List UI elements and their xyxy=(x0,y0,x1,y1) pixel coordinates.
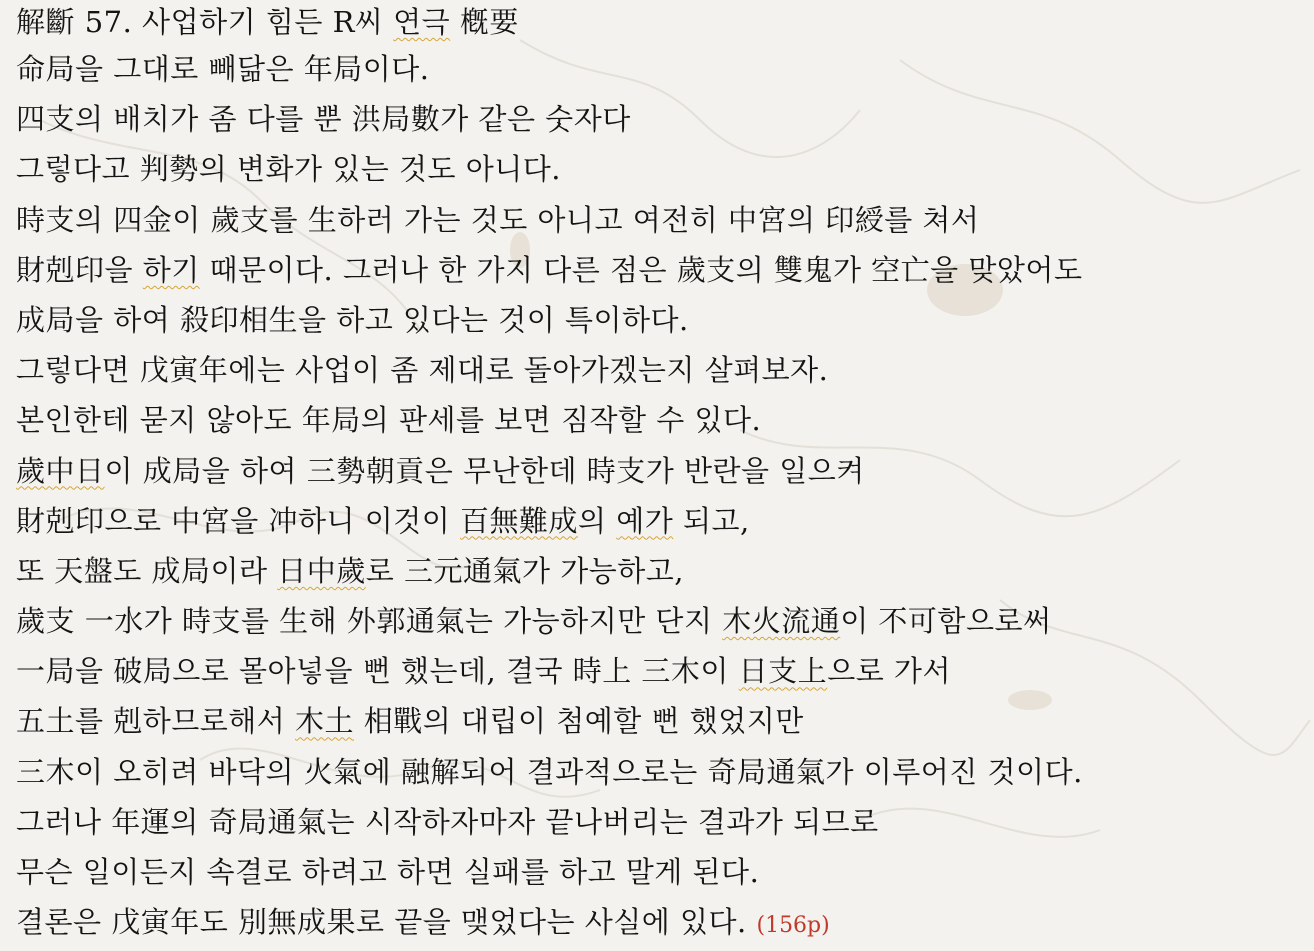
text-span: 成局을 하여 殺印相生을 하고 있다는 것이 특이하다. xyxy=(16,302,689,337)
text-span: 一局을 破局으로 몰아넣을 뻔 했는데, 결국 時上 三木이 xyxy=(16,654,739,689)
text-line xyxy=(16,44,1306,94)
spellcheck-flagged-word: 연극 xyxy=(393,5,451,39)
text-line xyxy=(16,646,1306,696)
text-span: 결론은 戊寅年도 別無成果로 끝을 맺었다는 사실에 있다. xyxy=(16,905,757,940)
spellcheck-flagged-word: 예가 xyxy=(616,503,674,538)
text-line xyxy=(16,345,1306,395)
text-line xyxy=(16,696,1306,746)
text-span: 歲支 一水가 時支를 生해 外郭通氣는 가능하지만 단지 xyxy=(16,604,723,639)
text-span: 解斷 57. 사업하기 힘든 R씨 xyxy=(16,5,394,39)
text-span: 財剋印으로 中宮을 冲하니 이것이 xyxy=(16,503,460,538)
text-line xyxy=(16,144,1306,194)
text-line xyxy=(16,295,1306,345)
text-line xyxy=(16,596,1306,646)
page-reference: (156p) xyxy=(756,913,830,939)
text-span: 相戰의 대립이 첨예할 뻔 했었지만 xyxy=(354,704,804,739)
text-line xyxy=(16,897,1306,947)
text-span: 이 成局을 하여 三勢朝貢은 무난한데 時支가 반란을 일으켜 xyxy=(104,453,865,488)
text-span: 로 三元通氣가 가능하고, xyxy=(365,553,684,588)
text-line xyxy=(16,496,1306,546)
text-span: 四支의 배치가 좀 다를 뿐 洪局數가 같은 숫자다 xyxy=(16,102,631,137)
spellcheck-flagged-word: 歲中日 xyxy=(16,453,105,488)
text-span: 이 不可함으로써 xyxy=(840,604,1052,639)
spellcheck-flagged-word: 木土 xyxy=(295,704,355,739)
text-line xyxy=(16,94,1306,144)
text-span: 그러나 年運의 奇局通氣는 시작하자마자 끝나버리는 결과가 되므로 xyxy=(16,804,879,839)
spellcheck-flagged-word: 日支上 xyxy=(738,654,828,689)
text-span: 본인한테 묻지 않아도 年局의 판세를 보면 짐작할 수 있다. xyxy=(16,403,762,438)
text-span: 으로 가서 xyxy=(827,654,951,689)
text-span: 때문이다. 그러나 한 가지 다른 점은 歲支의 雙鬼가 空亡을 맞았어도 xyxy=(199,252,1083,287)
text-line xyxy=(16,395,1306,445)
text-span: 三木이 오히려 바닥의 火氣에 融解되어 결과적으로는 奇局通氣가 이루어진 것이다. xyxy=(16,754,1083,789)
text-span: 五土를 剋하므로해서 xyxy=(16,704,296,739)
text-line xyxy=(16,446,1306,496)
document-body xyxy=(16,0,1306,947)
text-span: 그렇다면 戊寅年에는 사업이 좀 제대로 돌아가겠는지 살펴보자. xyxy=(16,353,829,388)
text-span: 財剋印을 xyxy=(16,252,143,287)
spellcheck-flagged-word: 百無難成 xyxy=(460,503,579,538)
text-line xyxy=(16,245,1306,295)
text-span: 의 xyxy=(578,503,617,538)
text-line xyxy=(16,546,1306,596)
text-line xyxy=(16,847,1306,897)
text-span: 또 天盤도 成局이라 xyxy=(16,553,278,588)
spellcheck-flagged-word: 日中歲 xyxy=(277,553,366,588)
spellcheck-flagged-word: 木火流通 xyxy=(722,604,841,639)
text-span: 무슨 일이든지 속결로 하려고 하면 실패를 하고 말게 된다. xyxy=(16,855,760,889)
document-title xyxy=(16,0,1306,44)
text-line xyxy=(16,747,1306,797)
text-line xyxy=(16,195,1306,245)
text-span: 時支의 四金이 歲支를 生하러 가는 것도 아니고 여전히 中宮의 印綬를 쳐서 xyxy=(16,202,980,237)
text-span: 槪要 xyxy=(450,5,519,39)
spellcheck-flagged-word: 하기 xyxy=(142,252,200,287)
text-line xyxy=(16,797,1306,847)
text-span: 되고, xyxy=(673,503,750,538)
text-span: 그렇다고 判勢의 변화가 있는 것도 아니다. xyxy=(16,152,562,187)
text-span: 命局을 그대로 빼닮은 年局이다. xyxy=(16,52,430,86)
